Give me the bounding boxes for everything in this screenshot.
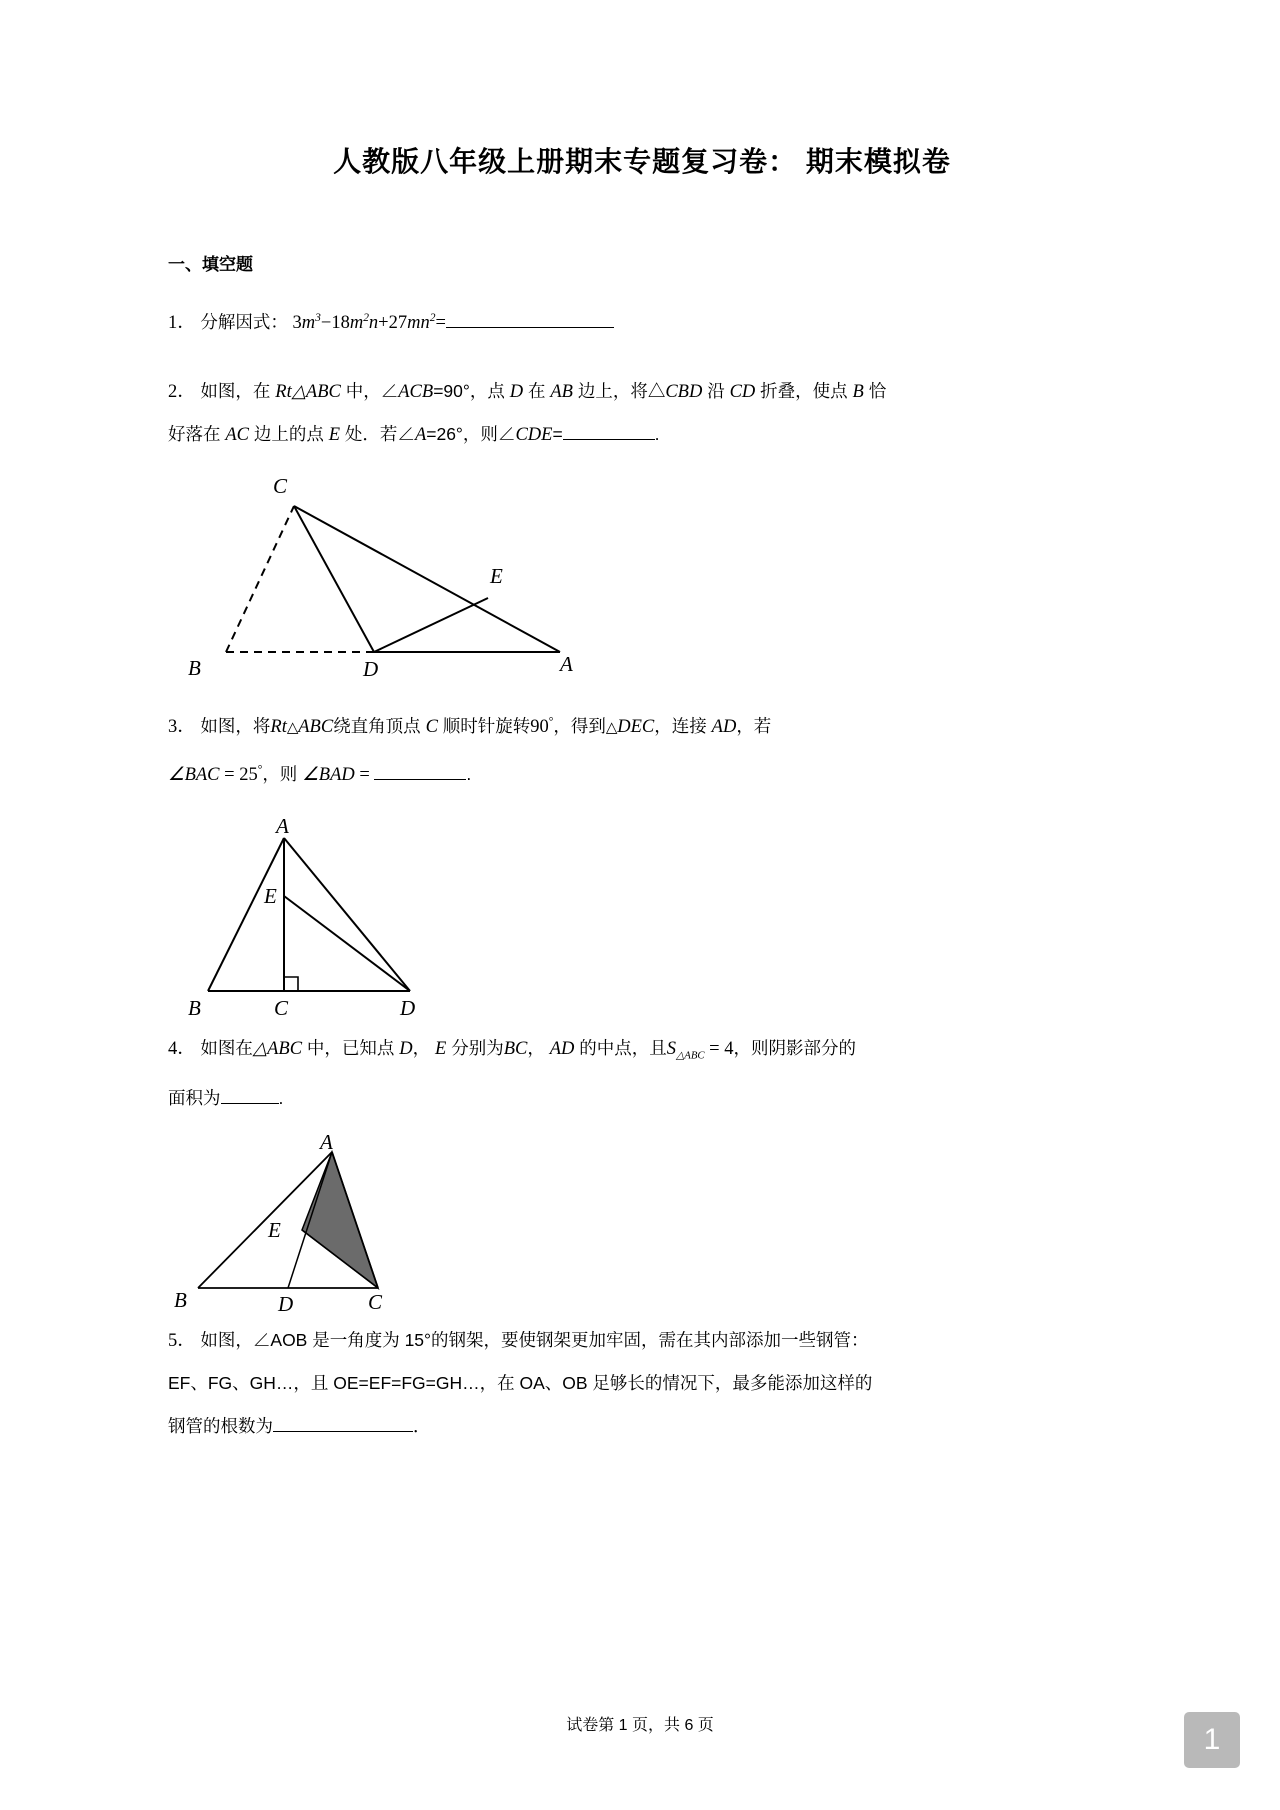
q4-s-subscript: △ABC — [676, 1050, 705, 1063]
q5-line-2: EF、FG、GH…，且 OE=EF=FG=GH…，在 OA、OB 足够长的情况下，最多能添加这样的 — [168, 1373, 873, 1394]
q3-text-1: 如图，将 — [200, 716, 271, 737]
section-heading: 一、填空题 — [168, 255, 253, 274]
q3-period: . — [466, 764, 472, 785]
figure-question-3 — [168, 816, 1116, 1021]
q4-ad: AD — [549, 1039, 575, 1060]
figure-2-label-D: D — [363, 657, 379, 682]
figure-4-label-D: D — [278, 1292, 294, 1317]
question-4 — [168, 1027, 1116, 1120]
q1-op1: − — [320, 313, 332, 334]
q3-tri-2: △ — [605, 720, 618, 737]
q1-t3-exp: 2 — [429, 312, 436, 324]
segment-BA — [208, 838, 284, 991]
segment-DE — [374, 598, 488, 652]
q5-answer-blank[interactable] — [273, 1431, 413, 1432]
question-3 — [168, 701, 1116, 796]
segment-BC — [226, 506, 294, 652]
q2-l2-text-2: 边上的点 — [249, 424, 329, 445]
question-1-lead: 分解因式： — [200, 312, 288, 333]
segment-ED — [284, 896, 410, 991]
q2-cde: CDE — [515, 425, 553, 446]
q4-pt-d: D — [399, 1039, 413, 1060]
q3-angle-90: 90 — [530, 717, 549, 738]
document-content — [168, 0, 1116, 1448]
q2-l2-text-1: 好落在 — [168, 424, 226, 445]
q3-text-4: ，得到 — [553, 716, 606, 737]
q1-t3-var1: mn — [407, 313, 430, 334]
q3-angle-bac: ∠BAC — [168, 765, 220, 786]
figure-3-label-E: E — [264, 884, 277, 909]
question-5-number: 5． — [168, 1331, 196, 1352]
q2-text-6: 沿 — [702, 381, 730, 402]
q1-t2-var2: n — [368, 313, 379, 334]
right-angle-marker-C — [284, 977, 298, 991]
q3-tri-1: △ — [286, 720, 299, 737]
q4-text-5: ， — [527, 1038, 550, 1059]
q4-period: . — [278, 1088, 284, 1109]
q4-pt-e: E — [435, 1039, 447, 1060]
q2-rt-abc: Rt△ABC — [275, 382, 341, 403]
figure-4-svg — [180, 1140, 580, 1315]
question-4-number: 4． — [168, 1039, 196, 1060]
q2-ac: AC — [225, 425, 250, 446]
figure-3-label-C: C — [274, 996, 289, 1021]
q5-line-3-post: ． — [413, 1416, 431, 1437]
q2-pt-d: D — [509, 382, 524, 403]
q5-line-1: 如图，∠AOB 是一角度为 15°的钢架，要使钢架更加牢固，需在其内部添加一些钢管： — [200, 1330, 869, 1351]
figure-3-label-A: A — [276, 814, 289, 839]
q2-pt-e: E — [328, 425, 341, 446]
figure-4-label-E: E — [268, 1218, 281, 1243]
q2-text-5: 边上，将△ — [572, 381, 666, 402]
q4-text-7: ，则阴影部分的 — [733, 1038, 856, 1059]
q2-text-7: 折叠，使点 — [755, 381, 853, 402]
q2-text-8: 恰 — [863, 381, 887, 402]
q1-t1-var: m — [301, 313, 316, 334]
q2-period: . — [654, 424, 660, 445]
question-2 — [168, 370, 1116, 456]
q1-expr — [293, 313, 446, 333]
q1-t3-coef: 27 — [388, 313, 408, 334]
q4-text-4: 分别为 — [446, 1038, 504, 1059]
q3-angle-bad: ∠BAD — [302, 765, 355, 786]
q1-equals: = — [435, 313, 446, 334]
q4-answer-blank[interactable] — [221, 1103, 279, 1104]
q3-pt-c: C — [425, 717, 438, 738]
question-2-number: 2． — [168, 382, 196, 403]
q4-abc: △ABC — [252, 1039, 303, 1060]
q3-deg-1: ° — [548, 716, 554, 729]
q3-dec: DEC — [617, 717, 655, 738]
figure-2-label-C: C — [273, 474, 288, 499]
figure-question-4 — [168, 1130, 1116, 1317]
q1-t2-var1: m — [349, 313, 364, 334]
page-footer: 试卷第 1 页，共 6 页 — [566, 1717, 714, 1734]
figure-3-label-B: B — [188, 996, 201, 1021]
q2-acb: ACB — [398, 382, 434, 403]
q2-ab: AB — [550, 382, 573, 403]
q3-text-2: 绕直角顶点 — [333, 716, 426, 737]
figure-4-label-A: A — [320, 1130, 333, 1155]
figure-2-label-E: E — [490, 564, 503, 589]
q2-text-4: 在 — [523, 381, 551, 402]
q2-cd: CD — [729, 382, 756, 403]
figure-3-label-D: D — [400, 996, 416, 1021]
q3-l2-text-1: ，则 — [262, 764, 303, 785]
q3-answer-blank[interactable] — [374, 779, 466, 780]
q3-eq-2: = — [354, 765, 375, 786]
q3-deg-2: ° — [257, 764, 263, 777]
q3-text-6: ，若 — [736, 716, 772, 737]
figure-2-label-A: A — [560, 652, 573, 677]
q2-l2-eq: = — [552, 424, 563, 445]
q4-eq: = — [704, 1039, 725, 1060]
q3-rt: Rt — [270, 717, 287, 738]
figure-question-2 — [168, 474, 1116, 689]
q3-eq-1: = — [219, 765, 240, 786]
figure-2-label-B: B — [188, 656, 201, 681]
question-5 — [168, 1319, 1116, 1448]
q2-l2-text-3: 处．若∠ — [340, 424, 415, 445]
question-1-number: 1． — [168, 313, 196, 334]
q2-text-1: 如图，在 — [200, 381, 276, 402]
q2-text-3: =90°，点 — [433, 381, 510, 402]
q3-text-5: ，连接 — [654, 716, 712, 737]
q1-t1-coef: 3 — [292, 313, 302, 334]
q4-l2-text-1: 面积为 — [168, 1088, 221, 1109]
q4-bc: BC — [503, 1039, 528, 1060]
segment-AD — [284, 838, 410, 991]
q4-text-2: 中，已知点 — [302, 1038, 400, 1059]
q1-op2: + — [378, 313, 389, 334]
question-1 — [168, 297, 1116, 344]
q4-text-1: 如图在 — [200, 1038, 253, 1059]
page-number-badge: 1 — [1184, 1712, 1240, 1768]
q4-text-3: ， — [412, 1038, 436, 1059]
q2-text-2: 中，∠ — [340, 381, 399, 402]
q2-l2-text-4: =26°，则∠ — [426, 424, 516, 445]
q4-val: 4 — [724, 1039, 734, 1060]
q2-cbd: CBD — [665, 382, 703, 403]
q1-answer-blank[interactable] — [446, 327, 614, 328]
q3-abc: ABC — [298, 717, 334, 738]
q2-pt-b: B — [852, 382, 864, 403]
q3-text-3: 顺时针旋转 — [437, 716, 531, 737]
shaded-region-AEC — [302, 1152, 378, 1288]
q1-t1-exp: 3 — [315, 312, 321, 324]
q4-text-6: 的中点，且 — [574, 1038, 667, 1059]
q3-val-25: 25 — [239, 765, 258, 786]
question-3-number: 3． — [168, 717, 196, 738]
q3-ad: AD — [711, 717, 737, 738]
figure-4-label-C: C — [368, 1290, 383, 1315]
q2-angle-a: A — [414, 425, 427, 446]
q4-s-symbol: S — [666, 1039, 677, 1060]
q1-t2-coef: 18 — [331, 313, 350, 334]
figure-4-label-B: B — [174, 1288, 187, 1313]
figure-3-svg — [188, 816, 588, 1021]
q5-line-3-pre: 钢管的根数为 — [168, 1416, 273, 1437]
q2-answer-blank[interactable] — [563, 439, 655, 440]
page-title: 人教版八年级上册期末专题复习卷： 期末模拟卷 — [333, 146, 951, 177]
q1-t2-exp: 2 — [363, 312, 369, 324]
